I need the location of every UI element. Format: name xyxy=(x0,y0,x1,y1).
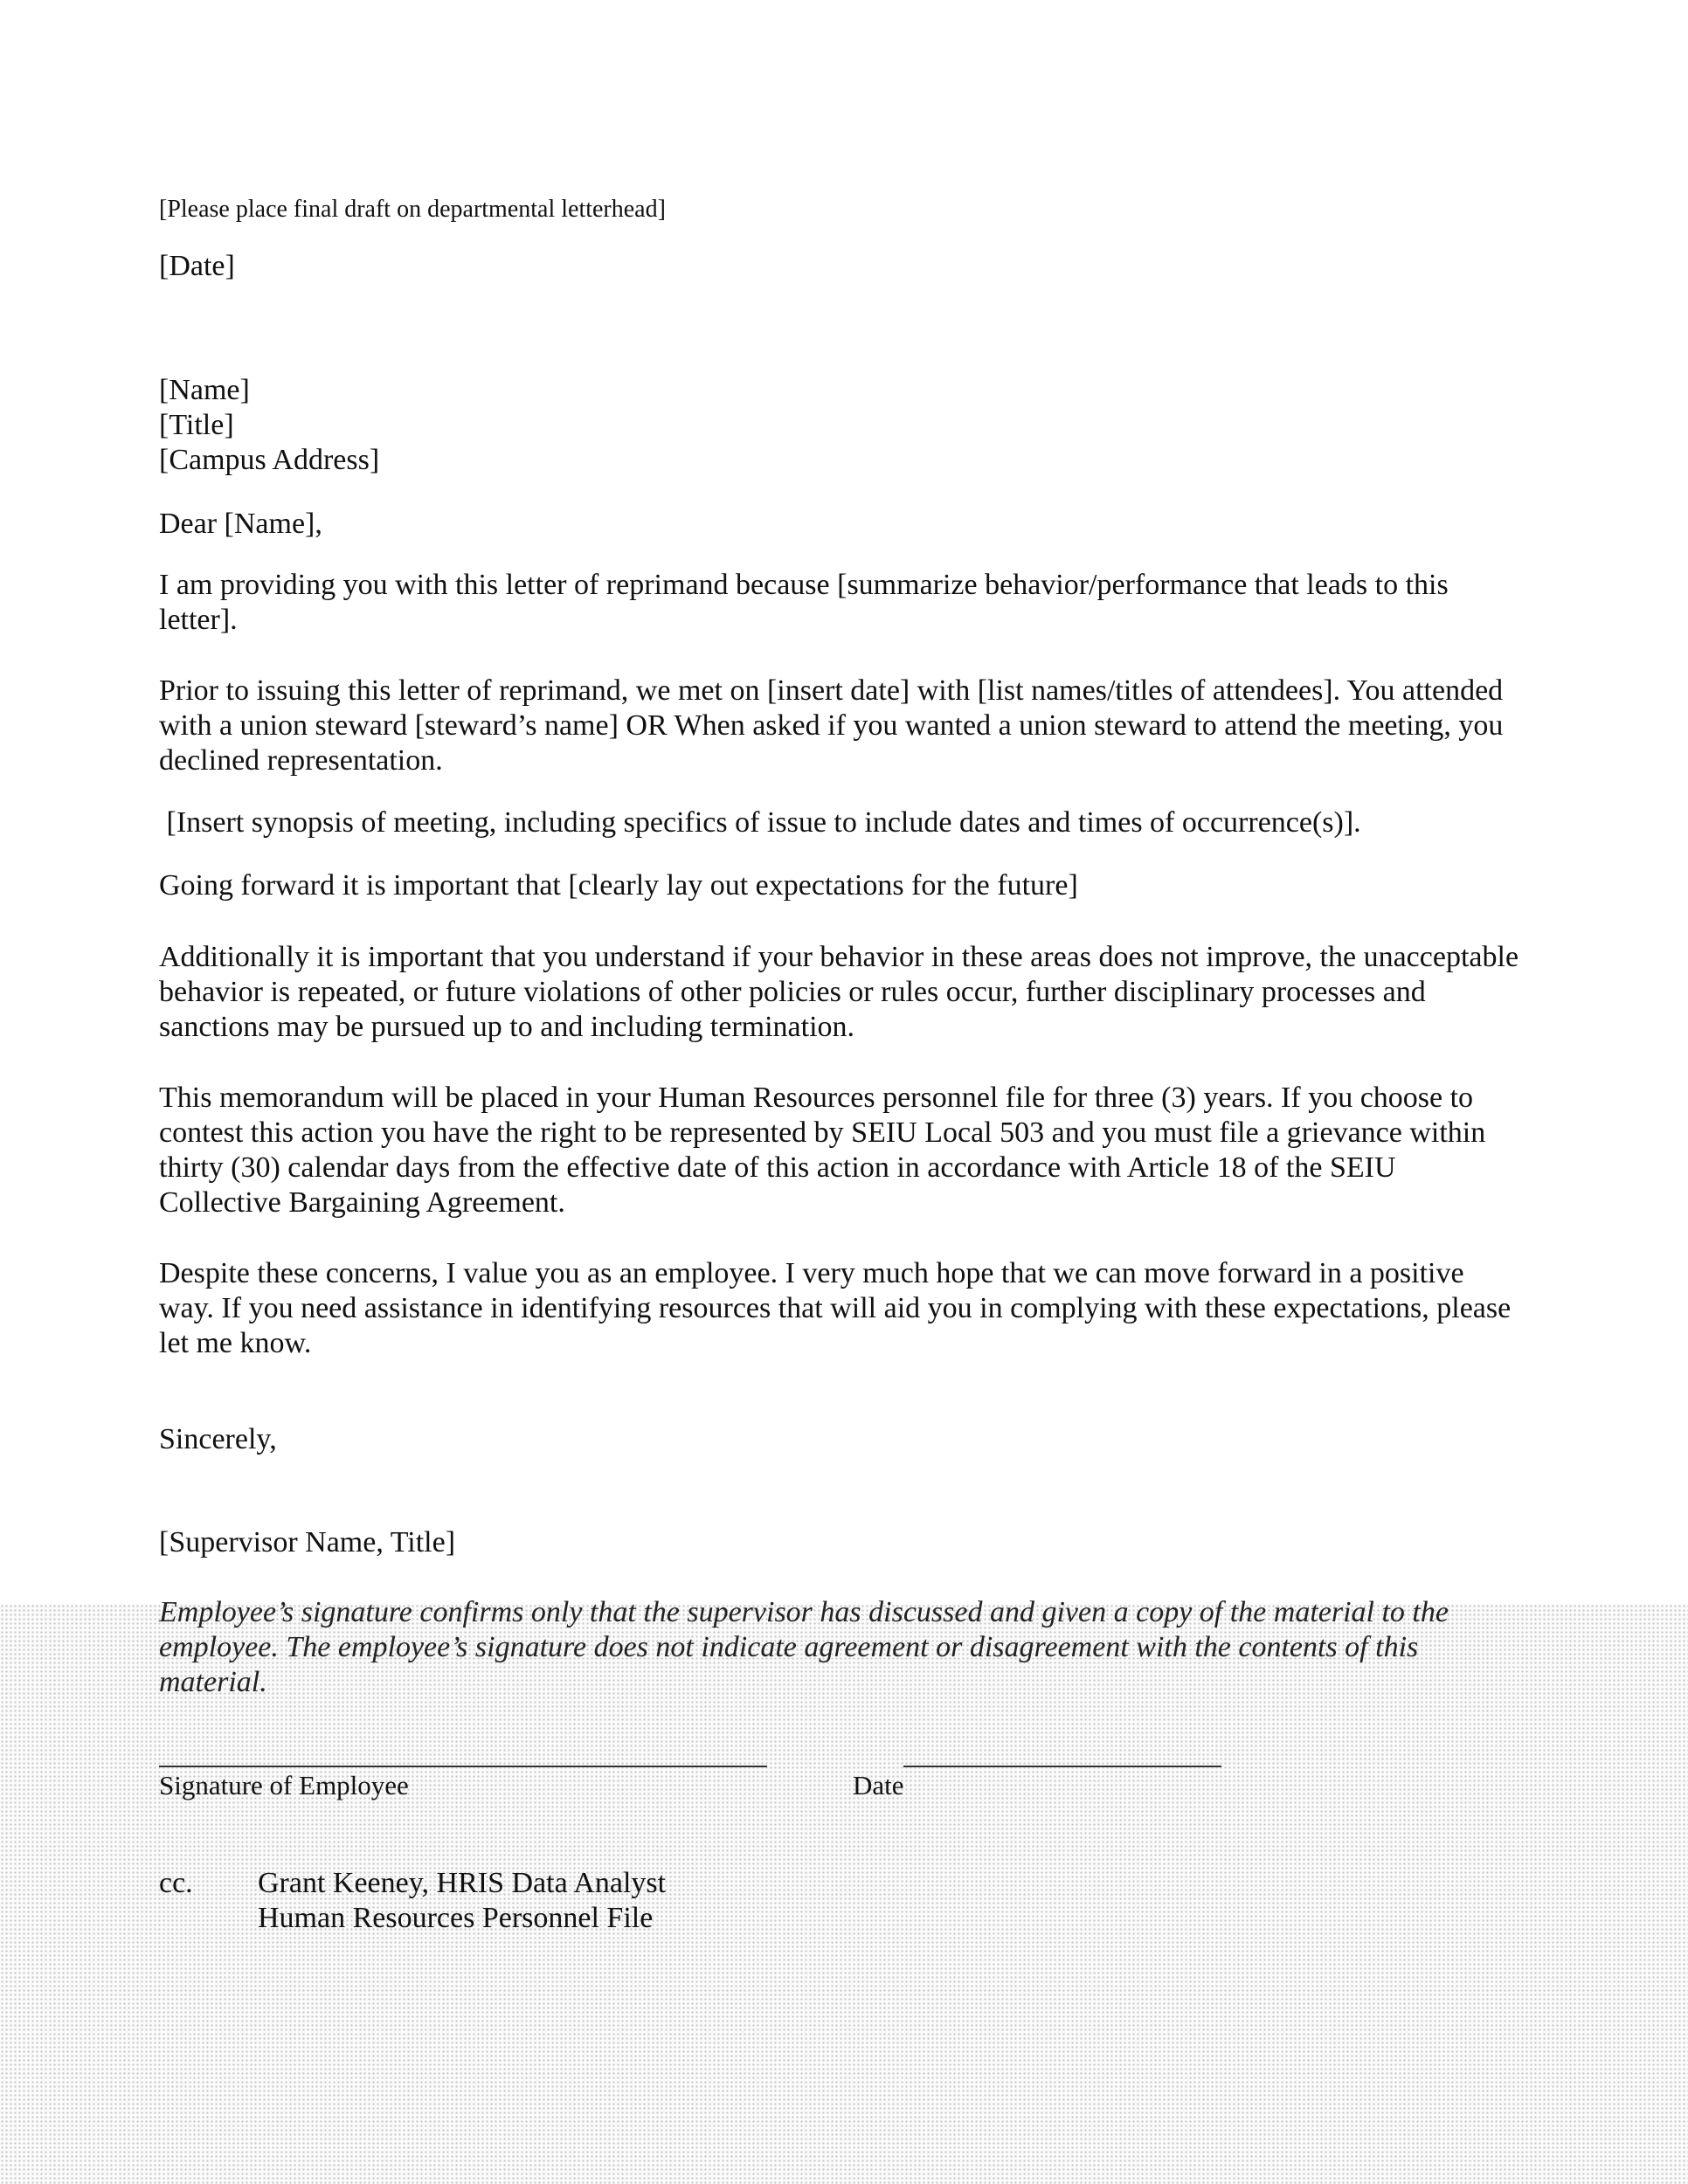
date-signature-line xyxy=(903,1766,1221,1767)
cc-recipient-hris: Grant Keeney, HRIS Data Analyst xyxy=(258,1867,667,1899)
acknowledgement-text: Employee’s signature confirms only that the supervisor has discussed and given a copy of the material to the employee. The employee’s signature does not indicate agreement or disagreement with the contents of this material. xyxy=(159,1596,1449,1698)
cc-recipient-personnel-file: Human Resources Personnel File xyxy=(258,1902,654,1934)
paragraph-value-statement: Despite these concerns, I value you as an employee. I very much hope that we can move forward in a positive way. If you need assistance in identifying resources that will aid you in complying with these expectations, please let me know. xyxy=(159,1257,1512,1359)
cc-label: cc. xyxy=(159,1867,193,1899)
recipient-name: [Name] xyxy=(159,374,250,406)
recipient-address: [Campus Address] xyxy=(159,444,380,476)
paragraph-personnel-file: This memorandum will be placed in your Human Resources personnel file for three (3) years. If you choose to contest this action you have the right to be represented by SEIU Local 503 and you must file a grievance within thirty (30) calendar days from the effective date of this action in accordance with Article 18 of the SEIU Collective Bargaining Agreement. xyxy=(159,1082,1486,1219)
signature-of-employee-label: Signature of Employee xyxy=(159,1770,409,1800)
paragraph-expectations: Going forward it is important that [clearly lay out expectations for the future] xyxy=(159,869,1078,902)
paragraph-synopsis: [Insert synopsis of meeting, including specifics of issue to include dates and times of occurrence(s)]. xyxy=(159,806,1361,839)
employee-signature-line xyxy=(159,1766,767,1767)
recipient-title: [Title] xyxy=(159,409,234,441)
date-label: Date xyxy=(853,1770,904,1800)
paragraph-consequences: Additionally it is important that you understand if your behavior in these areas does not improve, the unacceptable behavior is repeated, or future violations of other policies or rules occur, further disciplinary processes and sanctions may be pursued up to and including termination. xyxy=(159,941,1519,1043)
date-placeholder: [Date] xyxy=(159,250,235,282)
paragraph-meeting: Prior to issuing this letter of reprimand, we met on [insert date] with [list names/titles of attendees]. You attended with a union steward [steward’s name] OR When asked if you wanted a union steward to attend the meeting, you declined representation. xyxy=(159,674,1504,777)
letterhead-note: [Please place final draft on departmental letterhead] xyxy=(159,196,666,223)
paragraph-reason: I am providing you with this letter of reprimand because [summarize behavior/performance that leads to this letter]. xyxy=(159,569,1449,636)
salutation: Dear [Name], xyxy=(159,508,322,540)
closing: Sincerely, xyxy=(159,1423,277,1455)
supervisor-signature-block: [Supervisor Name, Title] xyxy=(159,1526,456,1559)
